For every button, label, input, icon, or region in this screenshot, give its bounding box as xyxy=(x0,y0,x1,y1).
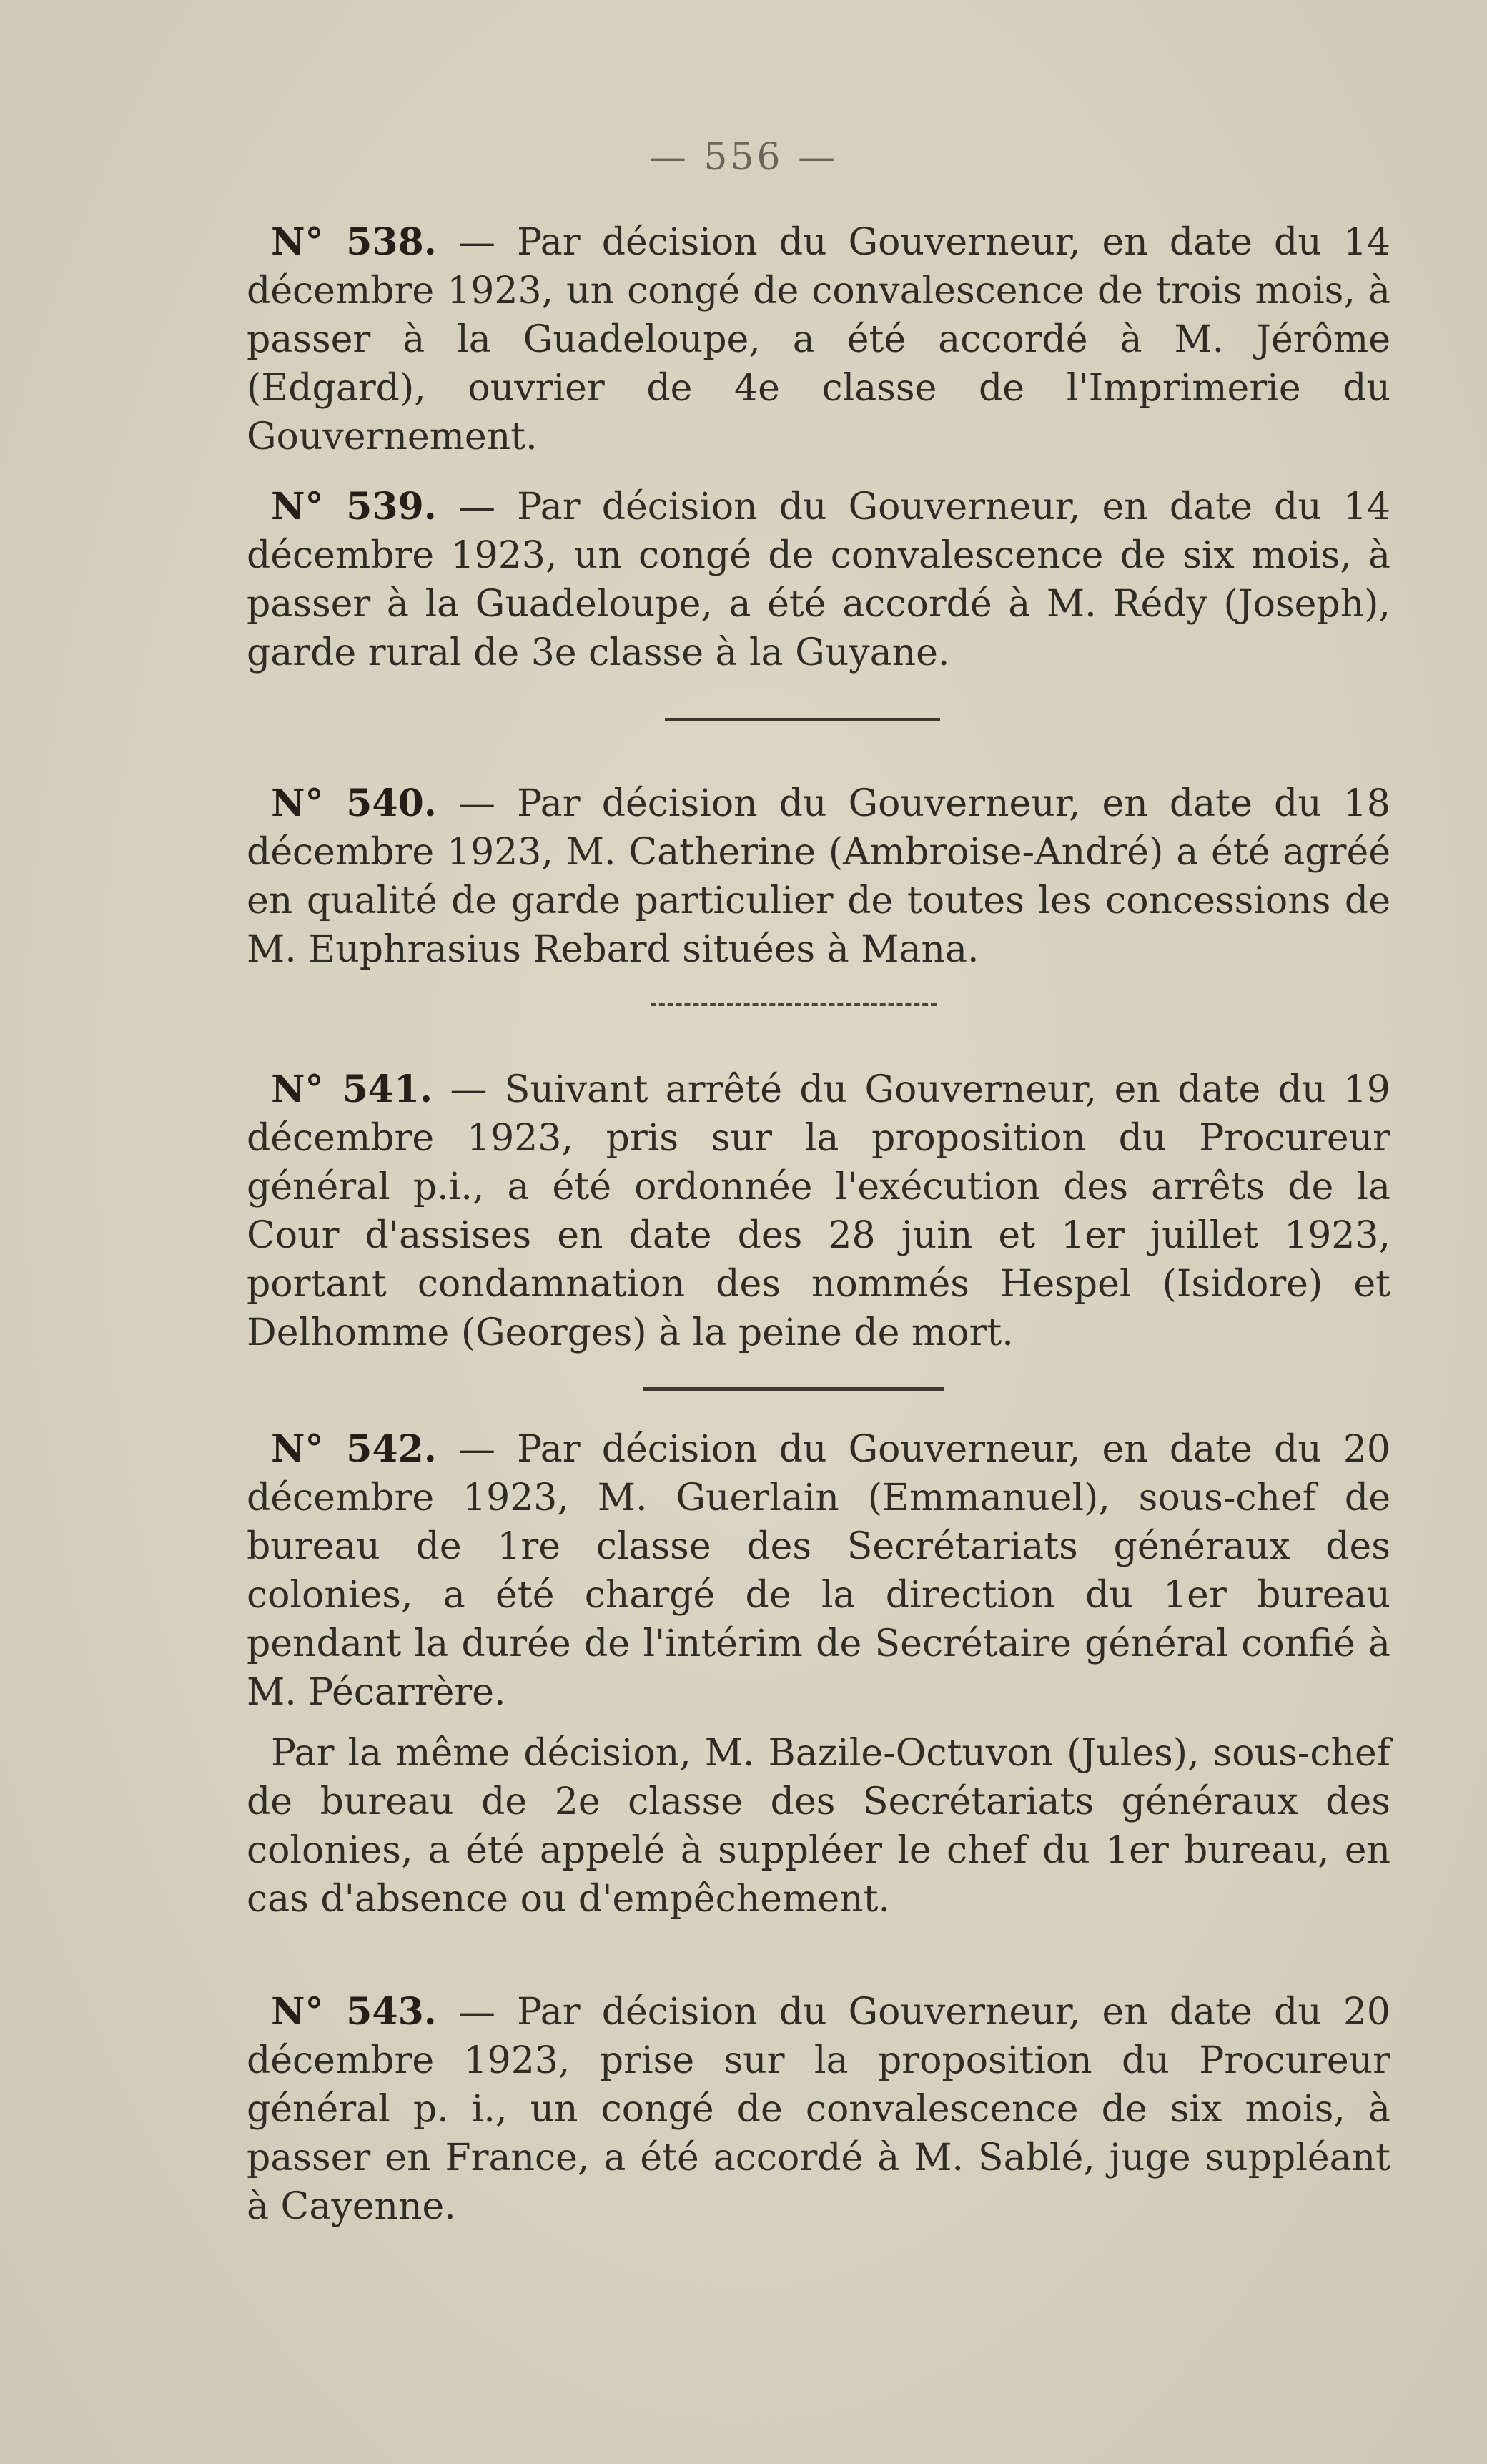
entry-paragraph xyxy=(247,483,1390,677)
separator-rule xyxy=(643,1387,944,1391)
page-number: — 556 — xyxy=(648,136,839,179)
entry-number: N° 539. xyxy=(271,485,437,528)
entry-542-continuation xyxy=(247,1729,1390,1923)
entry-541 xyxy=(247,1065,1390,1357)
entry-paragraph xyxy=(247,1729,1390,1923)
entry-paragraph xyxy=(247,1988,1390,2231)
separator-rule xyxy=(651,1003,937,1006)
entry-538 xyxy=(247,218,1390,461)
separator-rule xyxy=(665,718,940,721)
entry-paragraph xyxy=(247,1065,1390,1357)
entry-text: — Par décision du Gouverneur, en date du 18 décembre 1923, M. Catherine (Ambroise-André) a été agréé en qualité de garde particulier de toutes les concessions de M. Euphrasius Rebard situées à Mana. xyxy=(247,782,1390,971)
entry-text: — Suivant arrêté du Gouverneur, en date du 19 décembre 1923, pris sur la proposition du Procureur général p.i., a été ordonnée l'exécution des arrêts de la Cour d'assises en date des 28 juin et 1er juillet 1923, portant condamnation des nommés Hespel (Isidore) et Delhomme (Georges) à la peine de mort. xyxy=(247,1068,1390,1354)
entry-number: N° 541. xyxy=(271,1068,433,1111)
entry-paragraph xyxy=(247,1425,1390,1717)
entry-539 xyxy=(247,483,1390,677)
entry-text: Par la même décision, M. Bazile-Octuvon (Jules), sous-chef de bureau de 2e classe des Secrétariats généraux des colonies, a été appelé à suppléer le chef du 1er bureau, en cas d'absence ou d'empêchement. xyxy=(247,1732,1390,1921)
entry-number: N° 542. xyxy=(271,1427,437,1471)
entry-text: — Par décision du Gouverneur, en date du 20 décembre 1923, M. Guerlain (Emmanuel), sous-chef de bureau de 1re classe des Secrétariats généraux des colonies, a été chargé de la direction du 1er bureau pendant la durée de l'intérim de Secrétaire général confié à M. Pécarrère. xyxy=(247,1428,1390,1714)
entry-text: — Par décision du Gouverneur, en date du 14 décembre 1923, un congé de convalescence de trois mois, à passer à la Guadeloupe, a été accordé à M. Jérôme (Edgard), ouvrier de 4e classe de l'Imprimerie du Gouvernement. xyxy=(247,221,1390,458)
entry-paragraph xyxy=(247,218,1390,461)
entry-number: N° 543. xyxy=(271,1990,437,2034)
entry-text: — Par décision du Gouverneur, en date du 20 décembre 1923, prise sur la proposition du Procureur général p. i., un congé de convalescence de six mois, à passer en France, a été accordé à M. Sablé, juge suppléant à Cayenne. xyxy=(247,1991,1390,2228)
entry-text: — Par décision du Gouverneur, en date du 14 décembre 1923, un congé de convalescence de six mois, à passer à la Guadeloupe, a été accordé à M. Rédy (Joseph), garde rural de 3e classe à la Guyane. xyxy=(247,486,1390,674)
entry-540 xyxy=(247,779,1390,974)
entry-542 xyxy=(247,1425,1390,1717)
entry-paragraph xyxy=(247,779,1390,974)
entry-543 xyxy=(247,1988,1390,2231)
entry-number: N° 540. xyxy=(271,782,437,825)
entry-number: N° 538. xyxy=(271,220,437,264)
